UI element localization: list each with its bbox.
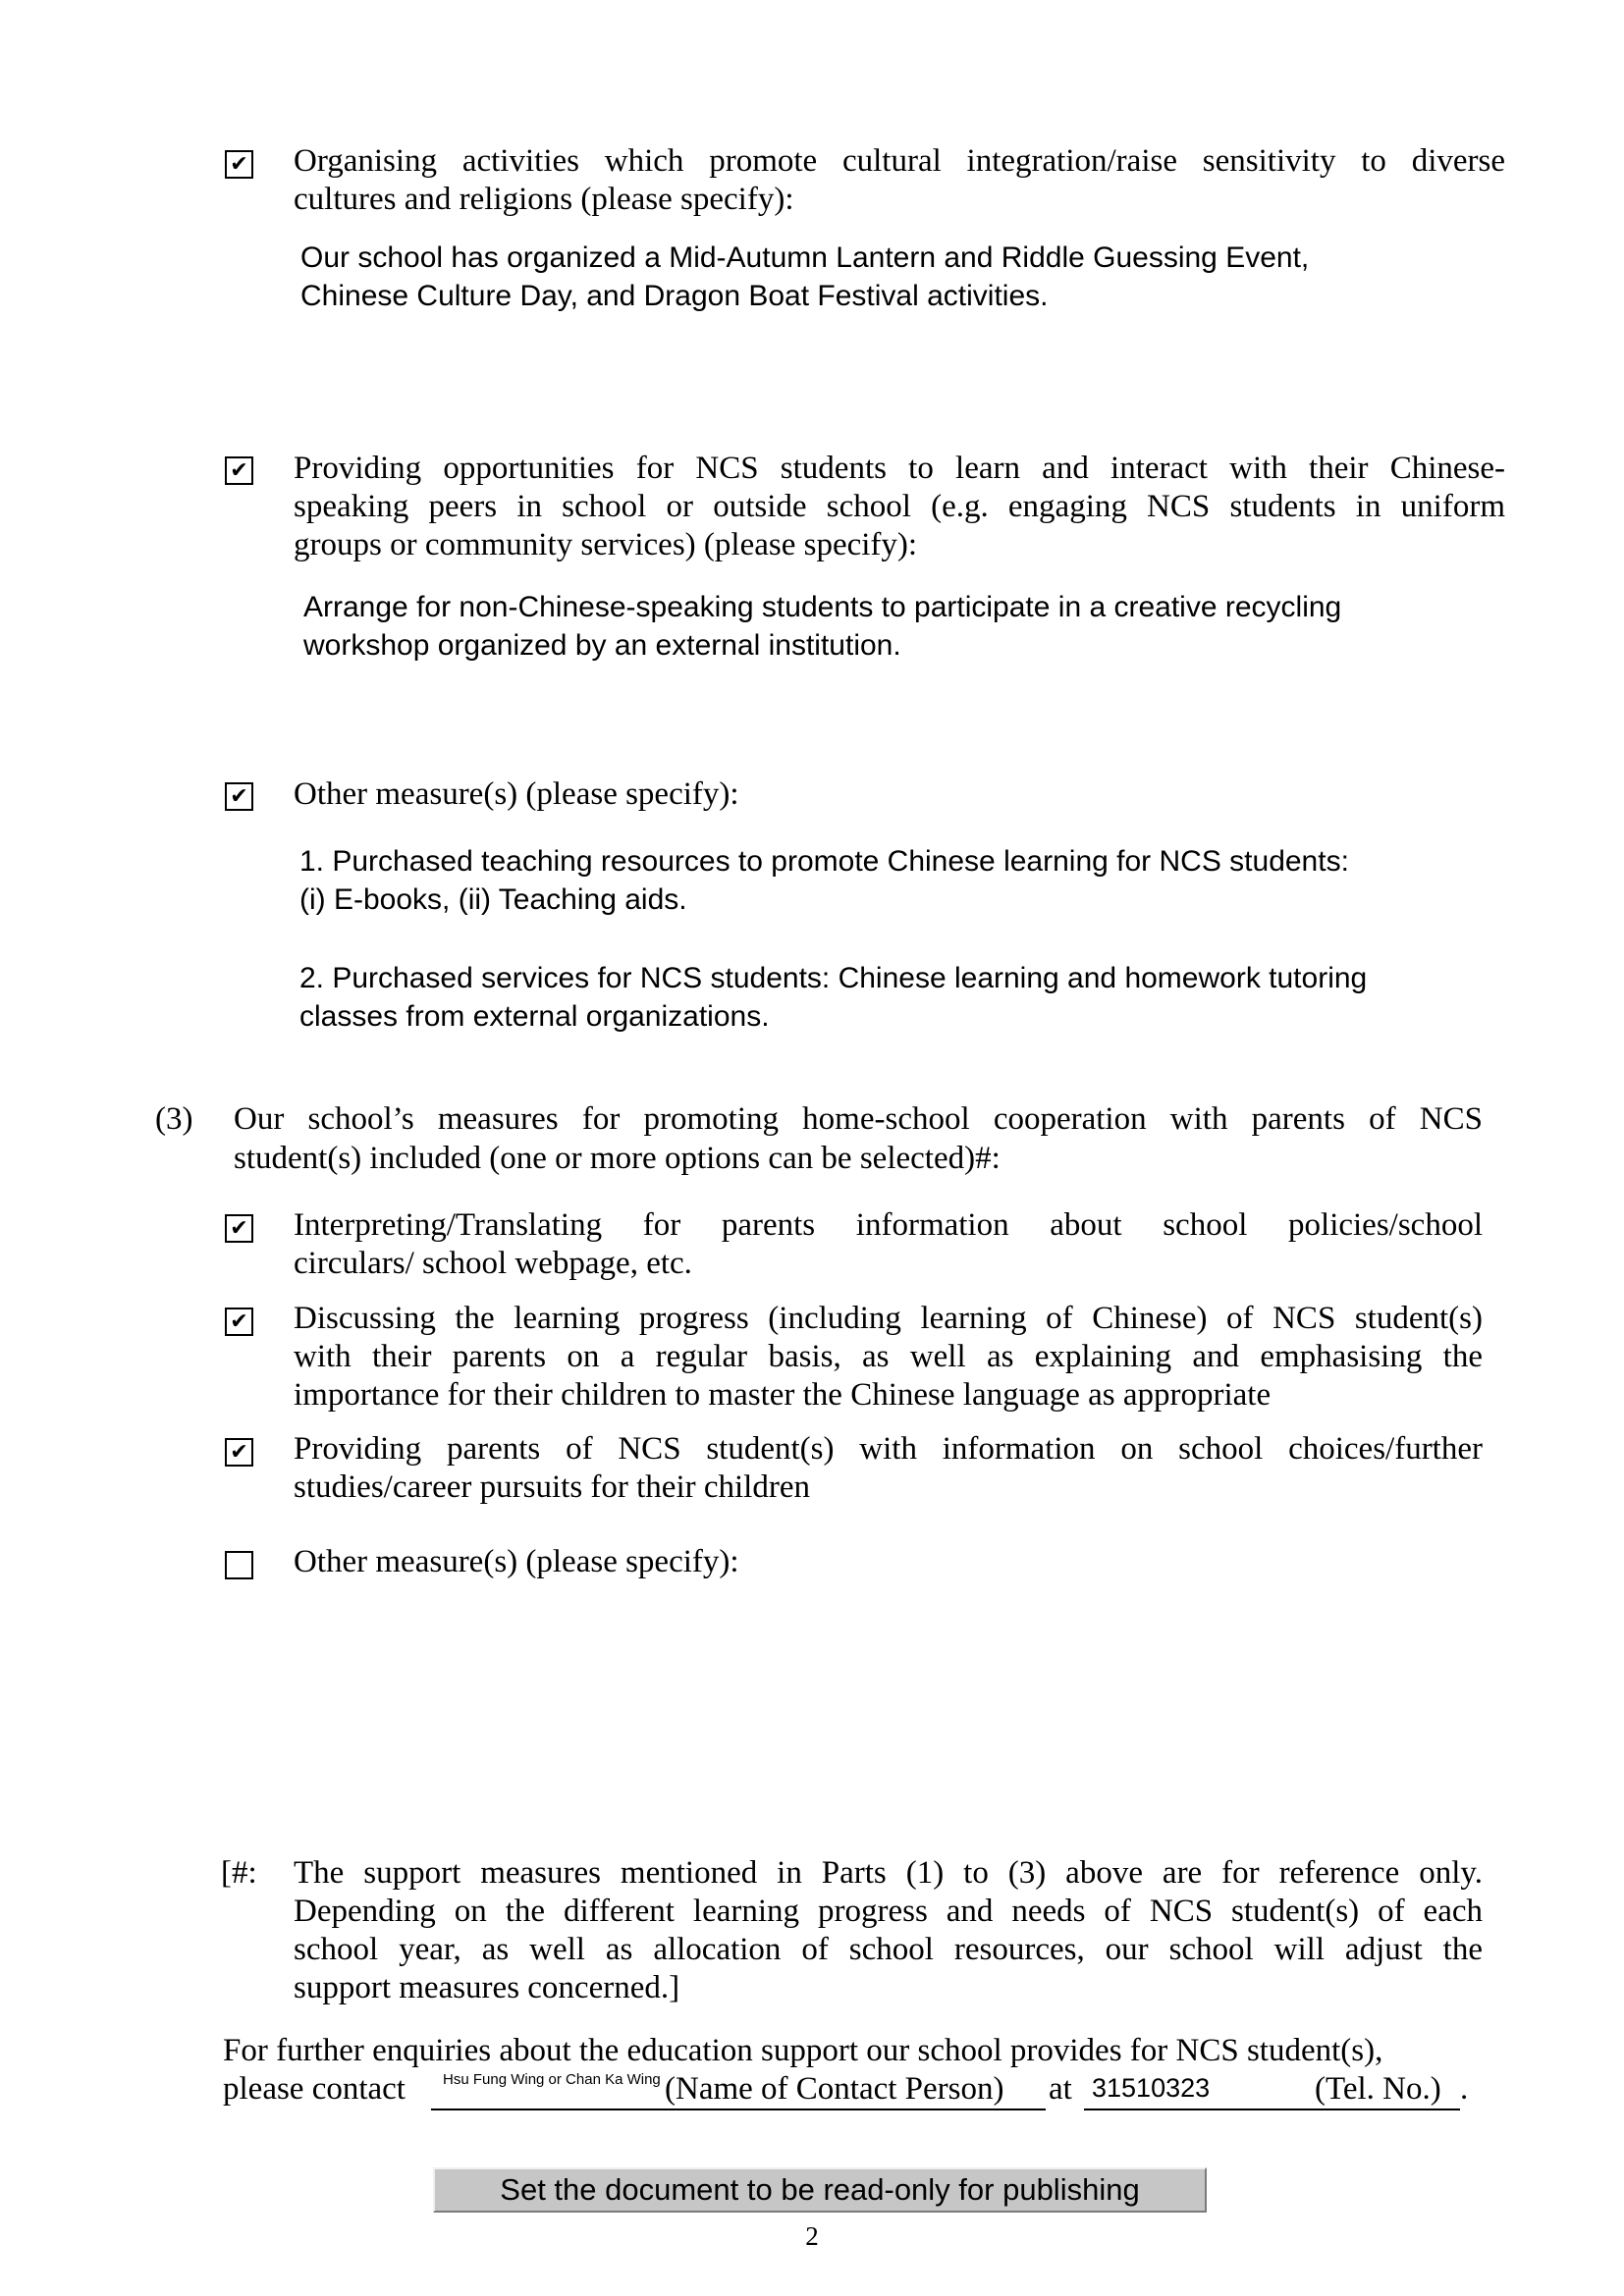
learning-progress-line3: importance for their children to master the Chinese language as appropriate [294,1377,1272,1413]
interpreting-line2: circulars/ school webpage, etc. [294,1246,692,1281]
note-line1: The support measures mentioned in Parts (1) to (3) above are for reference only. [294,1855,1483,1891]
checkbox-learning-progress[interactable]: ✔ [225,1308,253,1336]
note-line4: support measures concerned.] [294,1970,680,2005]
contact-name-caption: (Name of Contact Person) [665,2071,1004,2107]
note-line2: Depending on the different learning progress and needs of NCS student(s) of each [294,1894,1483,1929]
checkbox-cultural-integration[interactable]: ✔ [225,150,253,179]
school-choices-line2: studies/career pursuits for their children [294,1469,810,1505]
peer-interaction-answer-line2[interactable]: workshop organized by an external institution. [303,629,901,662]
peer-interaction-label-line2: speaking peers in school or outside school (e.g. engaging NCS students in uniform [294,489,1505,524]
checkbox-interpreting-translating[interactable]: ✔ [225,1214,253,1243]
checkbox-other-measures-parents[interactable] [225,1551,253,1579]
cultural-integration-answer-line2[interactable]: Chinese Culture Day, and Dragon Boat Festival activities. [300,280,1049,312]
other-measures-parents-label: Other measure(s) (please specify): [294,1544,739,1579]
other-measures-answer2-line1[interactable]: 2. Purchased services for NCS students: Chinese learning and homework tutoring [299,962,1368,994]
learning-progress-line2: with their parents on a regular basis, as well as explaining and emphasising the [294,1339,1483,1374]
peer-interaction-label-line1: Providing opportunities for NCS students to learn and interact with their Chinese- [294,451,1505,486]
contact-tel-field[interactable] [1084,2073,1460,2110]
school-choices-line1: Providing parents of NCS student(s) with information on school choices/further [294,1431,1483,1467]
other-measures-answer2-line2[interactable]: classes from external organizations. [299,1000,770,1033]
contact-prefix: please contact [223,2071,406,2107]
contact-tel-caption: (Tel. No.) [1315,2071,1441,2107]
other-measures-students-label: Other measure(s) (please specify): [294,776,739,812]
contact-name-value[interactable]: Hsu Fung Wing or Chan Ka Wing [443,2071,661,2088]
contact-tel-value[interactable]: 31510323 [1092,2073,1211,2103]
cultural-integration-label-line1: Organising activities which promote cultural integration/raise sensitivity to diverse [294,143,1505,179]
learning-progress-line1: Discussing the learning progress (including learning of Chinese) of NCS student(s) [294,1301,1483,1336]
cultural-integration-answer-line1[interactable]: Our school has organized a Mid-Autumn Lantern and Riddle Guessing Event, [300,241,1310,274]
interpreting-line1: Interpreting/Translating for parents information about school policies/school [294,1207,1483,1243]
checkbox-other-measures-students[interactable]: ✔ [225,782,253,811]
contact-line1: For further enquiries about the education support our school provides for NCS student(s), [223,2033,1383,2068]
section-3-heading-line2: student(s) included (one or more options can be selected)#: [234,1141,1001,1176]
section-3-number: (3) [155,1101,193,1137]
peer-interaction-answer-line1[interactable]: Arrange for non-Chinese-speaking students to participate in a creative recycling [303,591,1342,623]
note-line3: school year, as well as allocation of school resources, our school will adjust the [294,1932,1483,1967]
set-read-only-button[interactable]: Set the document to be read-only for publishing [433,2167,1207,2213]
cultural-integration-label-line2: cultures and religions (please specify): [294,182,794,217]
contact-name-field[interactable] [431,2073,1046,2110]
contact-end-period: . [1460,2071,1469,2107]
checkbox-school-choices[interactable]: ✔ [225,1438,253,1467]
other-measures-answer1-line1[interactable]: 1. Purchased teaching resources to promote Chinese learning for NCS students: [299,845,1349,878]
contact-at: at [1049,2071,1072,2107]
page-number: 2 [805,2221,819,2251]
peer-interaction-label-line3: groups or community services) (please specify): [294,527,918,562]
note-marker: [#: [221,1855,257,1891]
section-3-heading-line1: Our school’s measures for promoting home-school cooperation with parents of NCS [234,1101,1483,1137]
other-measures-answer1-line2[interactable]: (i) E-books, (ii) Teaching aids. [299,883,687,916]
checkbox-peer-interaction[interactable]: ✔ [225,456,253,485]
